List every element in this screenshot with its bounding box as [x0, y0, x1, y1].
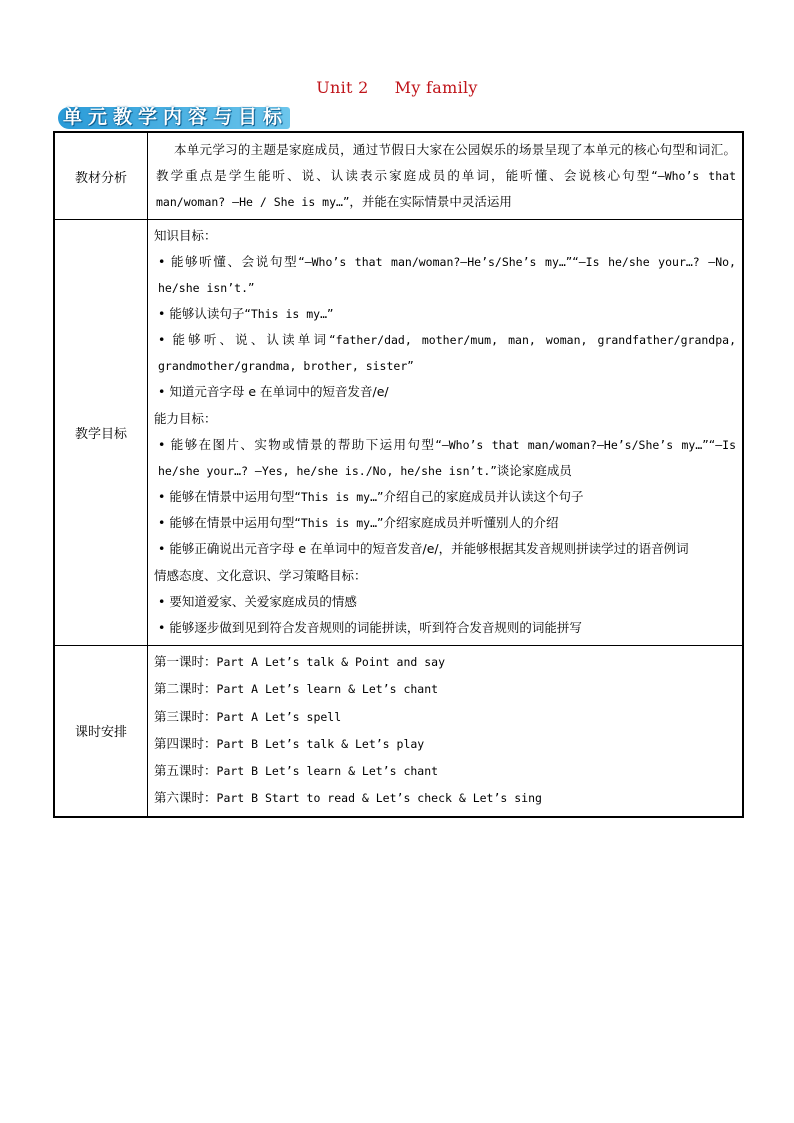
lesson-item: 第六课时：Part B Start to read & Let’s check & Let’s sing	[154, 790, 542, 806]
lesson-item: 第三课时：Part A Let’s spell	[154, 708, 342, 724]
ability-item: • 能够正确说出元音字母 e 在单词中的短音发音/e/，并能够根据其发音规则拼读学过的语音例词	[158, 541, 689, 556]
badge-char: 学	[137, 106, 157, 128]
section-badge	[58, 104, 288, 130]
ability-item: • 能够在情景中运用句型“This is my…”介绍家庭成员并听懂别人的介绍	[158, 515, 559, 530]
badge-char: 标	[262, 106, 282, 128]
goals-row	[54, 220, 743, 646]
badge-char: 单	[62, 106, 82, 128]
emotion-item: • 要知道爱家、关爱家庭成员的情感	[158, 594, 357, 609]
page-title: Unit 2 My family	[316, 78, 478, 97]
badge-char: 元	[87, 106, 107, 128]
schedule-row	[54, 646, 743, 817]
badge-char: 教	[112, 106, 132, 128]
knowledge-item: • 知道元音字母 e 在单词中的短音发音/e/	[158, 384, 389, 399]
analysis-label: 教材分析	[54, 132, 148, 220]
ability-item: • 能够在情景中运用句型“This is my…”介绍自己的家庭成员并认读这个句子	[158, 489, 584, 504]
badge-char: 与	[212, 106, 232, 128]
lesson-item: 第五课时：Part B Let’s learn & Let’s chant	[154, 763, 439, 779]
emotion-heading: 情感态度、文化意识、学习策略目标：	[154, 568, 367, 583]
ability-item: • 能够在图片、实物或情景的帮助下运用句型“—Who’s that man/woman?—He’s/She’s my…”“—Is he/she your…? —Yes, he/she is./No, he/she isn’t.”谈论家庭成员	[158, 437, 736, 478]
knowledge-item: • 能够认读句子“This is my…”	[158, 306, 334, 321]
knowledge-item: • 能够听、说、认读单词“father/dad, mother/mum, man, woman, grandfather/grandpa, grandmother/grandma, brother, sister”	[158, 332, 736, 373]
analysis-text: 本单元学习的主题是家庭成员，通过节假日大家在公园娱乐的场景呈现了本单元的核心句型和词汇。教学重点是学生能听、说、认读表示家庭成员的单词，能听懂、会说核心句型“—Who’s that man/woman? —He / She is my…”，并能在实际情景中灵活运用	[156, 142, 736, 209]
emotion-item: • 能够逐步做到见到符合发音规则的词能拼读，听到符合发音规则的词能拼写	[158, 620, 582, 635]
analysis-cell	[148, 132, 744, 220]
badge-char: 目	[237, 106, 257, 128]
goals-cell	[148, 220, 744, 646]
schedule-cell	[148, 646, 744, 817]
lesson-item: 第一课时：Part A Let’s talk & Point and say	[154, 654, 445, 669]
lesson-item: 第四课时：Part B Let’s talk & Let’s play	[154, 735, 425, 751]
lesson-item: 第二课时：Part A Let’s learn & Let’s chant	[154, 681, 439, 697]
badge-char: 内	[162, 106, 182, 128]
knowledge-heading: 知识目标：	[154, 228, 217, 243]
knowledge-item: • 能够听懂、会说句型“—Who’s that man/woman?—He’s/She’s my…”“—Is he/she your…? —No, he/she isn’t.”	[158, 254, 736, 295]
schedule-label: 课时安排	[54, 646, 148, 817]
goals-label: 教学目标	[54, 220, 148, 646]
unit-plan-table	[53, 131, 744, 818]
badge-char: 容	[187, 106, 207, 128]
analysis-row	[54, 132, 743, 220]
ability-heading: 能力目标：	[154, 411, 217, 426]
